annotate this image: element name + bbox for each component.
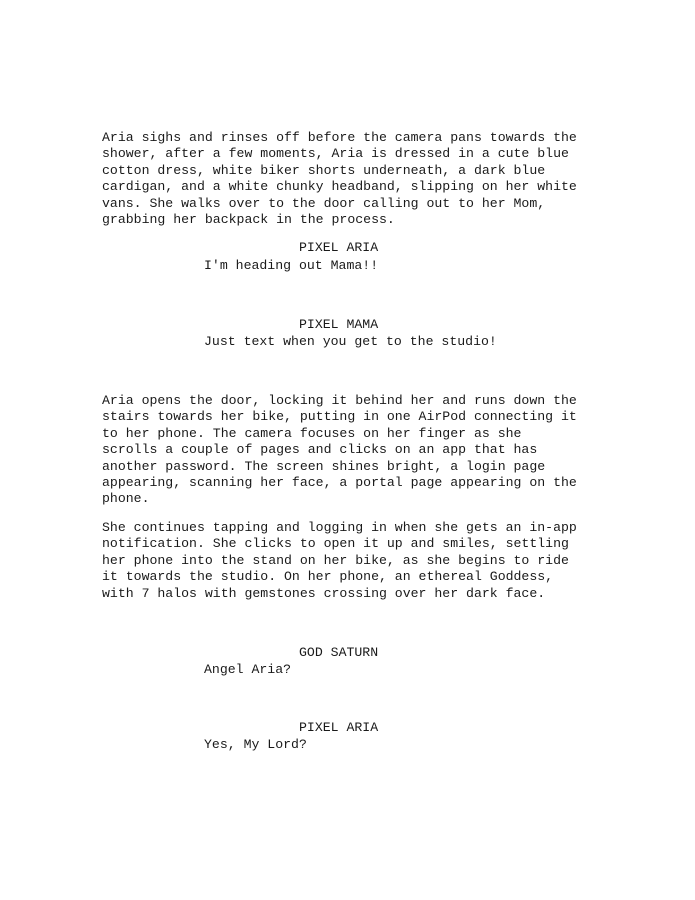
character-cue-pixel-aria-2: PIXEL ARIA [299, 720, 379, 735]
action-paragraph-2: Aria opens the door, locking it behind her and runs down the stairs towards her bike, putting in one AirPod connecting it to her phone. The camera focuses on her finger as she scrolls a couple of pages and clicks on an app that has another password. The screen shines bright, a login page appearing, scanning her face, a portal page appearing on the phone. [102, 393, 577, 507]
character-cue-pixel-mama: PIXEL MAMA [299, 317, 379, 332]
action-paragraph-1: Aria sighs and rinses off before the camera pans towards the shower, after a few moments, Aria is dressed in a cute blue cotton dress, white biker shorts underneath, a dark blue cardigan, and a white chunky headband, slipping on her white vans. She walks over to the door calling out to her Mom, grabbing her backpack in the process. [102, 130, 577, 228]
dialogue-line-3: Angel Aria? [204, 662, 292, 677]
character-cue-pixel-aria: PIXEL ARIA [299, 240, 379, 255]
dialogue-line-4: Yes, My Lord? [204, 737, 307, 752]
dialogue-line-2: Just text when you get to the studio! [204, 334, 497, 349]
character-cue-god-saturn: GOD SATURN [299, 645, 379, 660]
dialogue-line-1: I'm heading out Mama!! [204, 258, 379, 273]
action-paragraph-3: She continues tapping and logging in when she gets an in-app notification. She clicks to open it up and smiles, settling her phone into the stand on her bike, as she begins to ride it towards the studio. On her phone, an ethereal Goddess, with 7 halos with gemstones crossing over her dark face. [102, 520, 577, 601]
